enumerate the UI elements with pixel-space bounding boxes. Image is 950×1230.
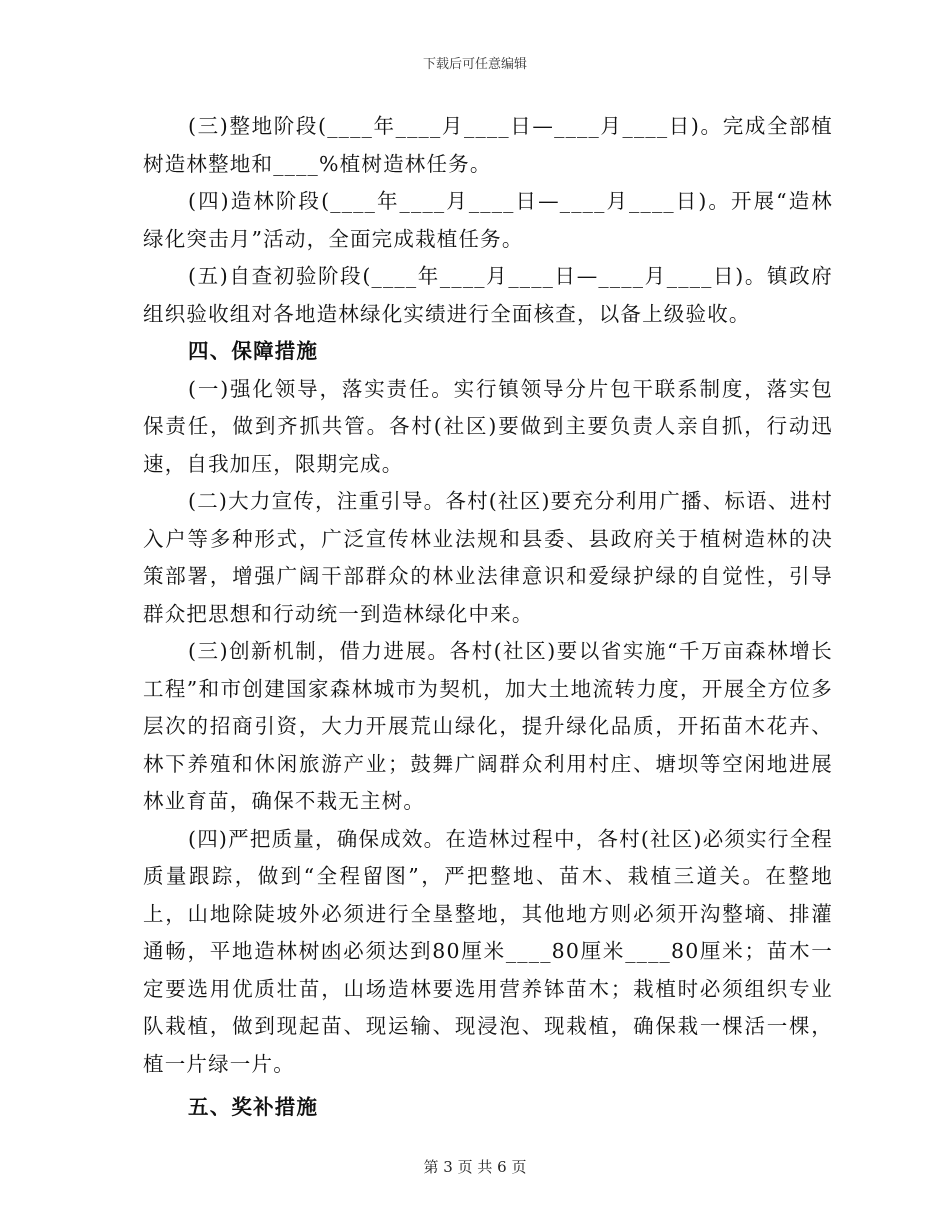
paragraph-safeguard-1: (一)强化领导，落实责任。实行镇领导分片包干联系制度，落实包保责任，做到齐抓共管。各村(社区)要做到主要负责人亲自抓，行动迅速，自我加压，限期完成。 [143, 376, 833, 476]
header-note: 下载后可任意编辑 [422, 57, 527, 72]
paragraph-safeguard-4: (四)严把质量，确保成效。在造林过程中，各村(社区)必须实行全程质量跟踪，做到“全程留图”，严把整地、苗木、栽植三道关。在整地上，山地除陡坡外必须进行全垦整地，其他地方则必须开沟整墒、排灌通畅，平地造林树凼必须达到80厘米____80厘米____80厘米；苗木一定要选用优质壮苗，山场造林要选用营养钵苗木；栽植时必须组织专业队栽植，做到现起苗、现运输、现浸泡、现栽植，确保栽一棵活一棵，植一片绿一片。 [143, 826, 833, 1076]
paragraph-stage-4: (四)造林阶段(____年____月____日—____月____日)。开展“造林绿化突击月”活动，全面完成栽植任务。 [143, 189, 833, 251]
paragraph-stage-3: (三)整地阶段(____年____月____日—____月____日)。完成全部植树造林整地和____%植树造林任务。 [143, 114, 833, 176]
paragraph-stage-5: (五)自查初验阶段(____年____月____日—____月____日)。镇政府组织验收组对各地造林绿化实绩进行全面核查，以备上级验收。 [143, 264, 833, 326]
section-heading-rewards: 五、奖补措施 [188, 1095, 319, 1119]
paragraph-safeguard-2: (二)大力宣传，注重引导。各村(社区)要充分利用广播、标语、进村入户等多种形式，广泛宣传林业法规和县委、县政府关于植树造林的决策部署，增强广阔干部群众的林业法律意识和爱绿护绿的自觉性，引导群众把思想和行动统一到造林绿化中来。 [143, 489, 833, 626]
document-body [143, 108, 833, 1127]
paragraph-safeguard-3: (三)创新机制，借力进展。各村(社区)要以省实施“千万亩森林增长工程”和市创建国家森林城市为契机，加大土地流转力度，开展全方位多层次的招商引资，大力开展荒山绿化，提升绿化品质，开拓苗木花卉、林下养殖和休闲旅游产业；鼓舞广阔群众利用村庄、塘坝等空闲地进展林业育苗，确保不栽无主树。 [143, 639, 833, 813]
page-number: 第 3 页 共 6 页 [423, 1158, 527, 1176]
section-heading-safeguards: 四、保障措施 [188, 339, 319, 363]
